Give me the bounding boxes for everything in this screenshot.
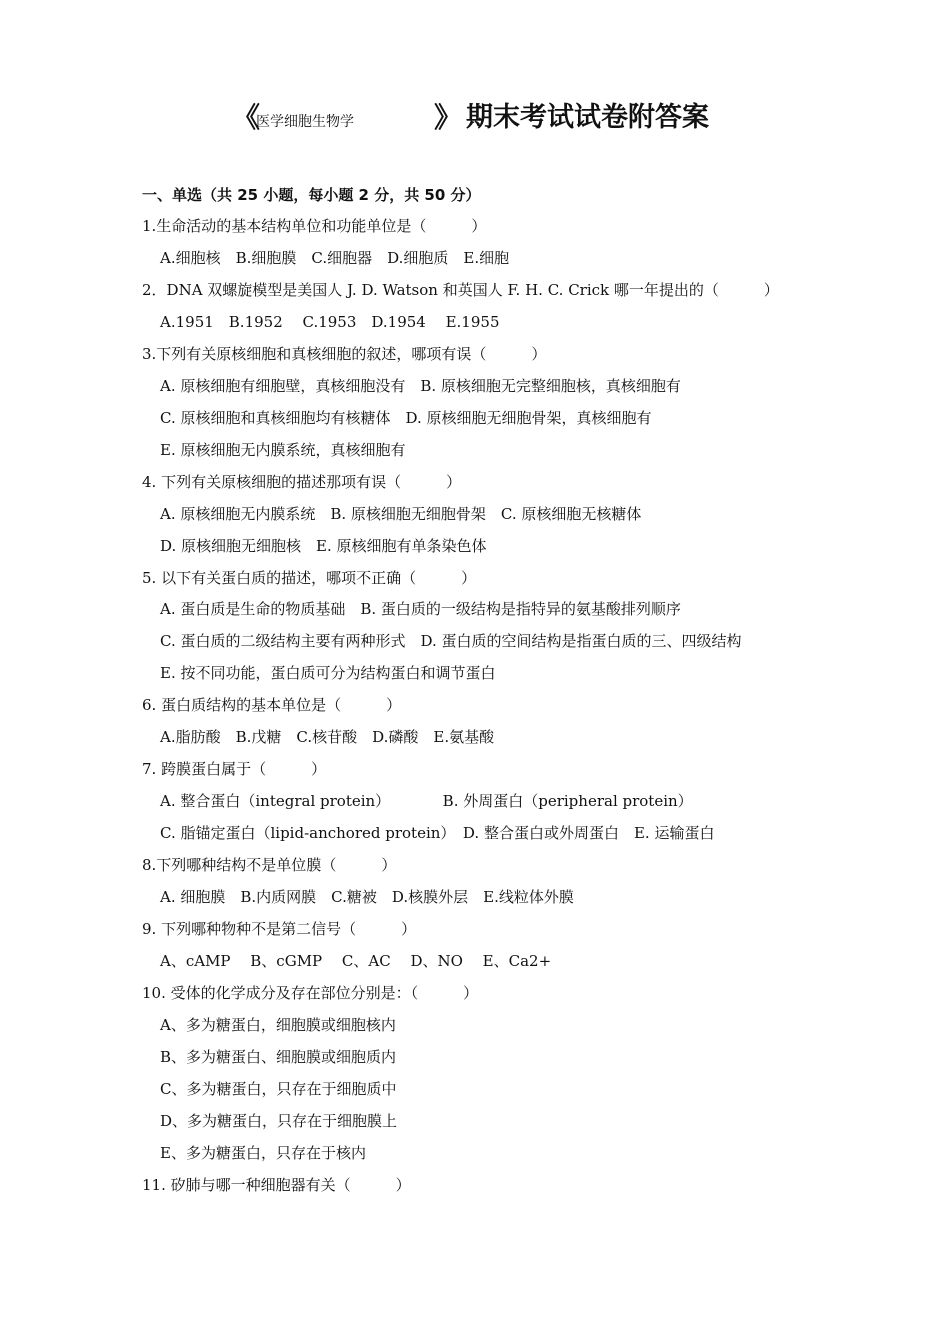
question-10-option-b: B、多为糖蛋白、细胞膜或细胞质内 (160, 1048, 397, 1066)
question-7: 7. 跨膜蛋白属于（ ） (142, 760, 327, 778)
question-6: 6. 蛋白质结构的基本单位是（ ） (142, 696, 402, 714)
question-3: 3.下列有关原核细胞和真核细胞的叙述，哪项有误（ ） (142, 345, 547, 363)
question-5-options-cd: C. 蛋白质的二级结构主要有两种形式 D. 蛋白质的空间结构是指蛋白质的三、四级结构 (160, 632, 742, 650)
title-right-bracket: 》 (434, 101, 463, 134)
question-5: 5. 以下有关蛋白质的描述，哪项不正确（ ） (142, 569, 477, 587)
question-10: 10. 受体的化学成分及存在部位分别是：（ ） (142, 984, 479, 1002)
question-5-options-e: E. 按不同功能，蛋白质可分为结构蛋白和调节蛋白 (160, 664, 496, 682)
document-title (0, 96, 950, 140)
course-name: 医学细胞生物学 (256, 114, 354, 130)
question-4-options-de: D. 原核细胞无细胞核 E. 原核细胞有单条染色体 (160, 537, 487, 555)
question-7-options-ab: A. 整合蛋白（integral protein） B. 外周蛋白（peripheral protein） (160, 792, 693, 810)
question-2: 2．DNA 双螺旋模型是美国人 J. D. Watson 和英国人 F. H. C. Crick 哪一年提出的（ ） (142, 281, 779, 299)
question-3-options-e: E. 原核细胞无内膜系统，真核细胞有 (160, 441, 406, 459)
section-heading: 一、单选（共 25 小题，每小题 2 分，共 50 分） (142, 186, 481, 204)
question-4-options-abc: A. 原核细胞无内膜系统 B. 原核细胞无细胞骨架 C. 原核细胞无核糖体 (160, 505, 642, 523)
question-1-options: A.细胞核 B.细胞膜 C.细胞器 D.细胞质 E.细胞 (160, 249, 510, 267)
question-8: 8.下列哪种结构不是单位膜（ ） (142, 856, 397, 874)
question-3-options-ab: A. 原核细胞有细胞壁，真核细胞没有 B. 原核细胞无完整细胞核，真核细胞有 (160, 377, 681, 395)
question-6-options: A.脂肪酸 B.戊糖 C.核苷酸 D.磷酸 E.氨基酸 (160, 728, 495, 746)
title-left-bracket: 《 (232, 101, 261, 134)
question-10-option-c: C、多为糖蛋白，只存在于细胞质中 (160, 1080, 397, 1098)
question-3-options-cd: C. 原核细胞和真核细胞均有核糖体 D. 原核细胞无细胞骨架，真核细胞有 (160, 409, 652, 427)
question-10-option-a: A、多为糖蛋白，细胞膜或细胞核内 (160, 1016, 396, 1034)
title-text: 期末考试试卷附答案 (466, 102, 709, 133)
question-10-option-e: E、多为糖蛋白，只存在于核内 (160, 1144, 366, 1162)
question-7-options-cde: C. 脂锚定蛋白（lipid-anchored protein） D. 整合蛋白或外周蛋白 E. 运输蛋白 (160, 824, 715, 842)
question-4: 4. 下列有关原核细胞的描述那项有误（ ） (142, 473, 462, 491)
question-2-options: A.1951 B.1952 C.1953 D.1954 E.1955 (160, 313, 500, 331)
question-5-options-ab: A. 蛋白质是生命的物质基础 B. 蛋白质的一级结构是指特异的氨基酸排列顺序 (160, 600, 681, 618)
question-9: 9. 下列哪种物种不是第二信号（ ） (142, 920, 417, 938)
question-9-options: A、cAMP B、cGMP C、AC D、NO E、Ca2+ (160, 952, 552, 970)
question-11: 11. 矽肺与哪一种细胞器有关（ ） (142, 1176, 411, 1194)
question-8-options: A. 细胞膜 B.内质网膜 C.糖被 D.核膜外层 E.线粒体外膜 (160, 888, 574, 906)
question-1: 1.生命活动的基本结构单位和功能单位是（ ） (142, 217, 487, 235)
question-10-option-d: D、多为糖蛋白，只存在于细胞膜上 (160, 1112, 398, 1130)
